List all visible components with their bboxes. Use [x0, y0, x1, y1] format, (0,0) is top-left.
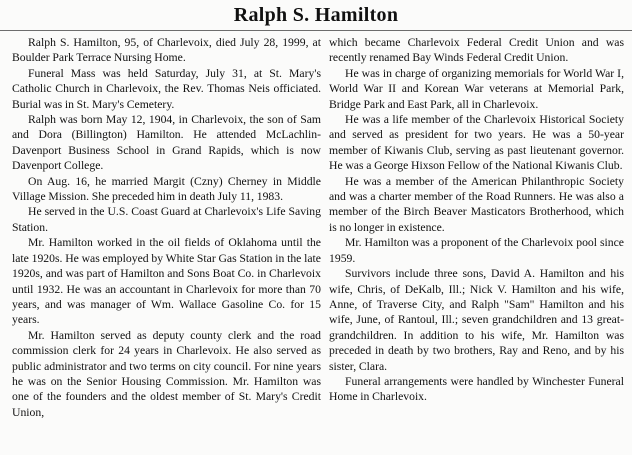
paragraph-birth-education: Ralph was born May 12, 1904, in Charlevoix, the son of Sam and Dora (Billington) Hamilton. He attended McLachlin-Davenport Business School in Grand Rapids, which is now Davenport College. — [12, 113, 321, 173]
paragraph-credit-union-continued: which became Charlevoix Federal Credit Union and was recently renamed Bay Winds Federal Credit Union. — [329, 36, 624, 65]
paragraph-funeral-mass: Funeral Mass was held Saturday, July 31, at St. Mary's Catholic Church in Charlevoix, the Rev. Thomas Neis officiated. Burial was in St. Mary's Cemetery. — [12, 66, 321, 111]
paragraph-civic-service: Mr. Hamilton served as deputy county clerk and the road commission clerk for 24 years in Charlevoix. He also served as public administrator and two terms on city council. For nine years he was on the Senior Housing Commission. Mr. Hamilton was one of the founders and the oldest member of St. Mary's Credit Union, — [12, 328, 321, 419]
right-column — [329, 35, 624, 405]
paragraph-career: Mr. Hamilton worked in the oil fields of Oklahoma until the late 1920s. He was employed by White Star Gas Station in the late 1920s, and was part of Hamilton and Sons Boat Co. in Charlevoix until 1932. He was an accountant in Charlevoix for more than 70 years, and was manager of Wm. Wallace Gasoline Co. for 15 years. — [12, 236, 321, 327]
paragraph-arrangements: Funeral arrangements were handled by Winchester Funeral Home in Charlevoix. — [329, 374, 624, 404]
paragraph-historical-society: He was a life member of the Charlevoix Historical Society and served as president for two years. He was a 50-year member of Kiwanis Club, serving as past lieutenant governor. He was a George Hixson Fellow of the National Kiwanis Club. — [329, 113, 624, 173]
paragraph-marriage: On Aug. 16, he married Margit (Czny) Cherney in Middle Village Mission. She preceded him in death July 11, 1983. — [12, 174, 321, 204]
headline: Ralph S. Hamilton — [233, 4, 399, 26]
paragraph-memberships: He was a member of the American Philanthropic Society and was a charter member of the Road Runners. He was also a member of the Birch Beaver Masticators Brotherhood, which is no longer in existence. — [329, 174, 624, 234]
paragraph-survivors: Survivors include three sons, David A. Hamilton and his wife, Chris, of DeKalb, Ill.; Nick V. Hamilton and his wife, Anne, of Traverse City, and Ralph "Sam" Hamilton and his wife, June, of Rantoul, Ill.; seven grandchildren and 13 great-grandchildren. In addition to his wife, Mr. Hamilton was preceded in death by two brothers, Ray and Reno, and by his sister, Clara. — [329, 267, 624, 373]
paragraph-coast-guard: He served in the U.S. Coast Guard at Charlevoix's Life Saving Station. — [12, 205, 321, 234]
paragraph-pool: Mr. Hamilton was a proponent of the Charlevoix pool since 1959. — [329, 236, 624, 265]
paragraph-memorials: He was in charge of organizing memorials for World War I, World War II and Korean War veterans at Memorial Park, Bridge Park and East Park, all in Charlevoix. — [329, 66, 624, 111]
headline-rule — [0, 30, 632, 31]
paragraph-death-notice: Ralph S. Hamilton, 95, of Charlevoix, died July 28, 1999, at Boulder Park Terrace Nursing Home. — [12, 36, 321, 65]
left-column — [12, 35, 321, 420]
